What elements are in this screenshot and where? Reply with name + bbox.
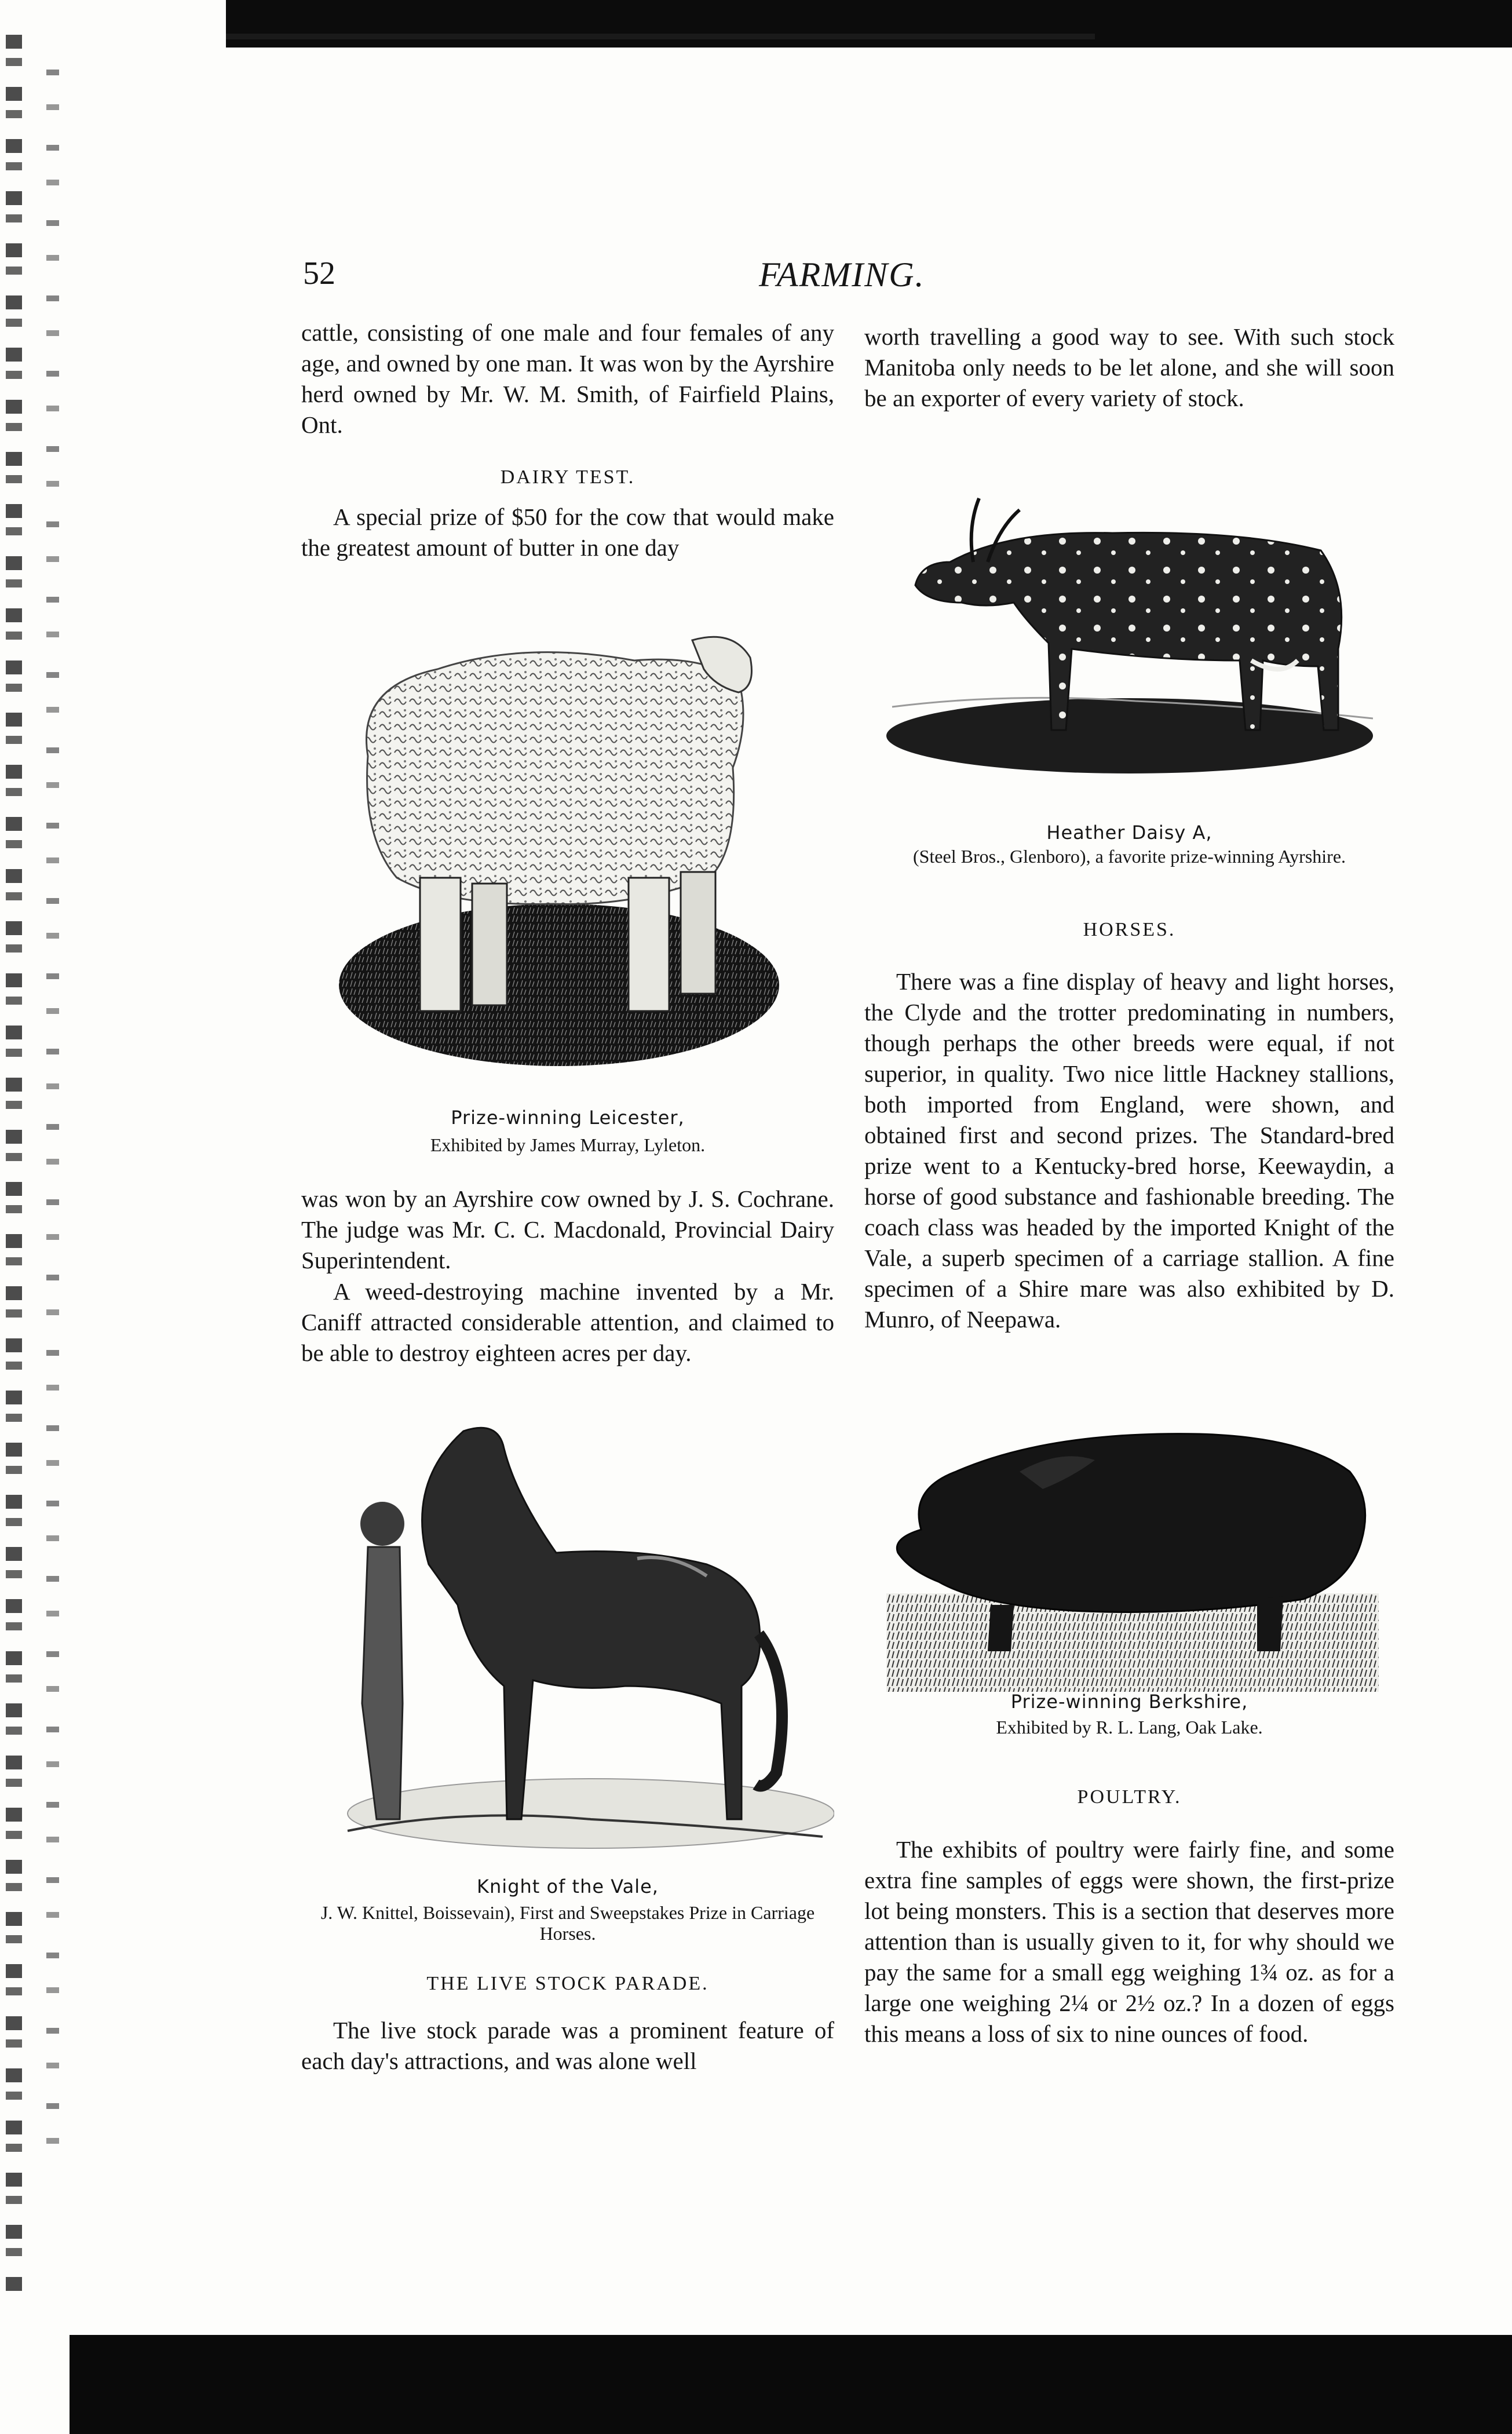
horse-illustration <box>313 1414 834 1866</box>
left-paragraph-1: cattle, consisting of one male and four females of any age, and owned by one man. It was won by the Ayrshire herd owned by Mr. W. M. Smith, of Fairfield Plains, Ont. <box>301 319 834 438</box>
sheep-illustration <box>333 605 802 1081</box>
left-paragraph-3: was won by an Ayrshire cow owned by J. S. Cochrane. The judge was Mr. C. C. Macdonald, Provincial Dairy Superintendent. <box>301 1185 834 1273</box>
scan-border-left <box>6 35 22 2294</box>
right-paragraph-3: The exhibits of poultry were fairly fine, and some extra fine samples of eggs were shown, the first-prize lot being monsters. This is a section that deserves more attention than is usually given to it, for why should we pay the same for a small egg weighing 1¾ oz. as for a large one weighing 2¼ or 2½ oz.? In a dozen of eggs this means a loss of six to nine ounces of food. <box>864 1836 1394 2047</box>
cow-illustration <box>881 475 1373 776</box>
leicester-caption-title: Prize-winning Leicester, <box>451 1107 685 1129</box>
scan-border-top-line <box>226 34 1095 39</box>
horses-heading: HORSES. <box>1083 919 1176 940</box>
right-paragraph-1: worth travelling a good way to see. With such stock Manitoba only needs to be let alone, and she will soon be an exporter of every variety of stock. <box>864 323 1394 411</box>
pig-caption-title: Prize-winning Berkshire, <box>1010 1691 1248 1713</box>
running-head: FARMING. <box>759 256 925 294</box>
pig-caption-subtitle: Exhibited by R. L. Lang, Oak Lake. <box>996 1717 1263 1738</box>
page-number: 52 <box>303 256 335 291</box>
cow-caption-title: Heather Daisy A, <box>1046 822 1212 844</box>
cow-caption-subtitle: (Steel Bros., Glenboro), a favorite prize-winning Ayrshire. <box>912 846 1346 867</box>
scan-border-top <box>226 0 1512 48</box>
poultry-heading: POULTRY. <box>1077 1786 1182 1808</box>
horse-caption-subtitle: J. W. Knittel, Boissevain), First and Sweepstakes Prize in Carriage Horses. <box>320 1902 815 1944</box>
leicester-caption-subtitle: Exhibited by James Murray, Lyleton. <box>430 1134 706 1155</box>
scan-border-bottom <box>70 2335 1512 2434</box>
left-paragraph-4: A weed-destroying machine invented by a Mr. Caniff attracted considerable attention, and claimed to be able to destroy eighteen acres per day. <box>301 1278 834 1366</box>
left-paragraph-5: The live stock parade was a prominent feature of each day's attractions, and was alone well <box>301 2017 834 2074</box>
horse-caption-title: Knight of the Vale, <box>477 1875 659 1897</box>
pig-illustration <box>886 1408 1379 1698</box>
right-paragraph-2: There was a fine display of heavy and light horses, the Clyde and the trotter predominating in numbers, though perhaps the other breeds were equal, if not superior, in quality. Two nice little Hackney stallions, both imported from England, were shown, and obtained first and second prizes. The Standard-bred prize went to a Kentucky-bred horse, Keewaydin, a horse of good substance and fashionable breeding. The coach class was headed by the imported Knight of the Vale, a superb specimen of a carriage stallion. A fine specimen of a Shire mare was also exhibited by D. Munro, of Neepawa. <box>864 968 1394 1333</box>
scan-border-left-speckle <box>46 70 59 2155</box>
left-paragraph-2: A special prize of $50 for the cow that would make the greatest amount of butter in one day <box>301 503 834 561</box>
live-stock-parade-heading: THE LIVE STOCK PARADE. <box>426 1973 709 1994</box>
dairy-test-heading: DAIRY TEST. <box>500 466 636 488</box>
